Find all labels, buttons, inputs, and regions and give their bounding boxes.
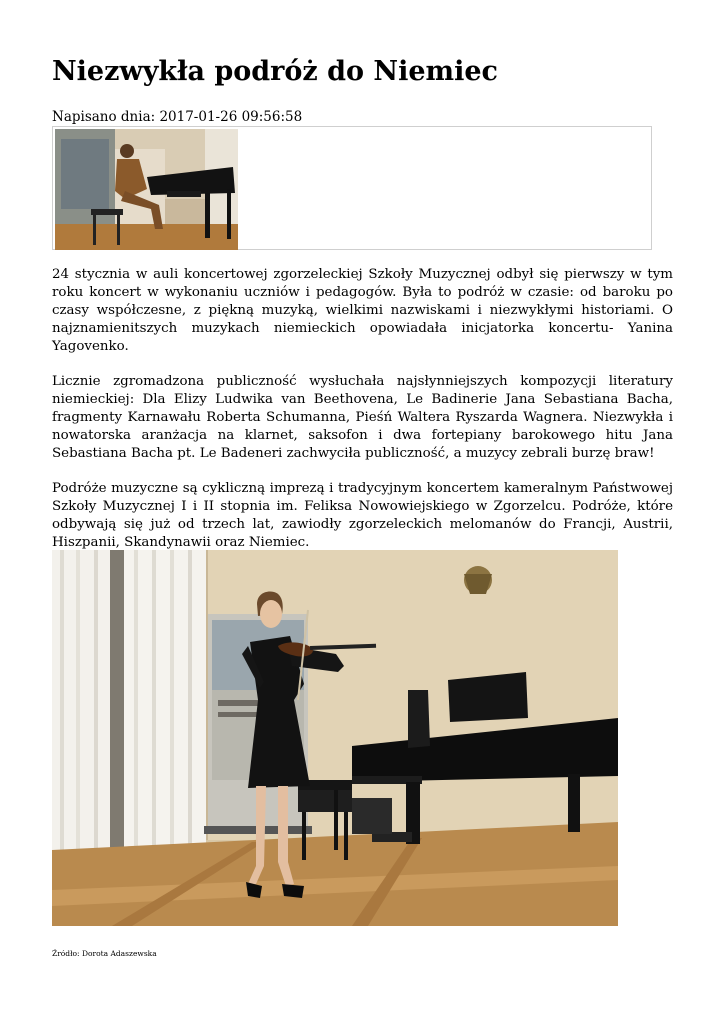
publish-date: Napisano dnia: 2017-01-26 09:56:58 xyxy=(52,109,303,125)
paragraph: Podróże muzyczne są cykliczną imprezą i tradycyjnym koncertem kameralnym Państwowej Szkoły Muzycznej I i II stopnia im. Feliksa Nowowiejskiego w Zgorzelcu. Podróże, które odbywają się już od trzech lat, zawiodły zgorzeleckich melomanów do Francji, Austrii, Hiszpanii, Skandynawii oraz Niemiec. xyxy=(52,481,673,550)
violinist-photo[interactable] xyxy=(52,550,618,926)
pianist-thumbnail-image[interactable] xyxy=(55,129,238,250)
thumbnail-frame xyxy=(52,126,652,250)
article-body xyxy=(52,266,673,569)
paragraph: Licznie zgromadzona publiczność wysłuchała najsłynniejszych kompozycji literatury niemieckiej: Dla Elizy Ludwika van Beethovena, Le Badinerie Jana Sebastiana Bacha, fragmenty Karnawału Roberta Schumanna, Pieśń Waltera Ryszarda Wagnera. Niezwykła i nowatorska aranżacja na klarnet, saksofon i dwa fortepiany barokowego hitu Jana Sebastiana Bacha pt. Le Badeneri zachwyciła publiczność, a muzycy zebrali burzę braw! xyxy=(52,374,673,461)
photo-source: Źródło: Dorota Adaszewska xyxy=(52,949,157,958)
paragraph: 24 stycznia w auli koncertowej zgorzeleckiej Szkoły Muzycznej odbył się pierwszy w tym roku koncert w wykonaniu uczniów i pedagogów. Była to podróż w czasie: od baroku po czasy współczesne, z piękną muzyką, wielkimi nazwiskami i niezwykłymi historiami. O najznamienitszych muzykach niemieckich opowiadała inicjatorka koncertu- Yanina Yagovenko. xyxy=(52,267,673,354)
article-title: Niezwykła podróż do Niemiec xyxy=(52,56,498,87)
